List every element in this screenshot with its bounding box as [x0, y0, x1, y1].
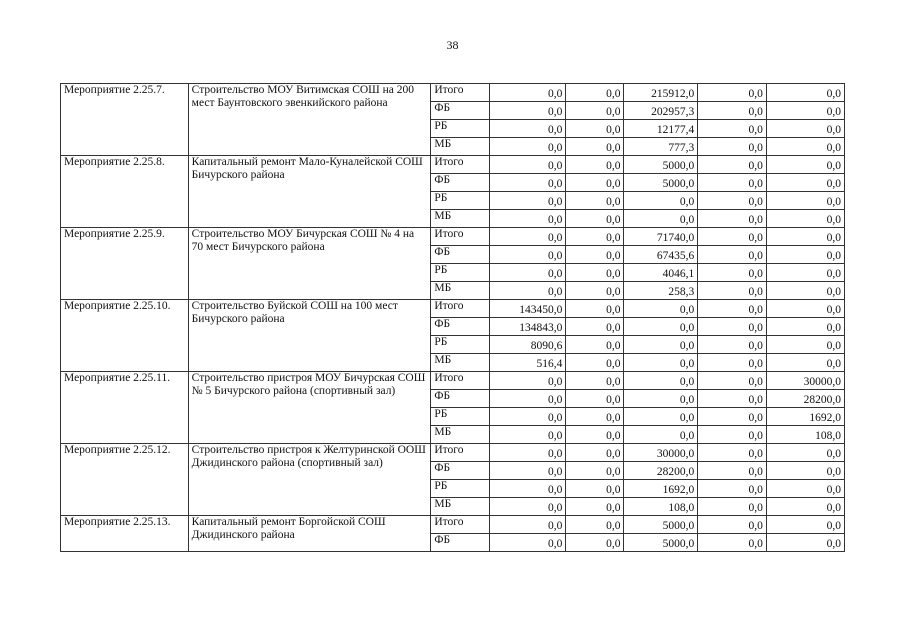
amount-cell: 0,0	[566, 174, 624, 192]
measure-name: Капитальный ремонт Боргойской СОШ Джидинского района	[188, 516, 431, 552]
amount-cell: 0,0	[566, 444, 624, 462]
amount-cell: 0,0	[698, 174, 767, 192]
measure-name: Строительство пристроя к Желтуринской ООШ Джидинского района (спортивный зал)	[188, 444, 431, 516]
amount-cell: 12177,4	[624, 120, 698, 138]
amount-cell: 8090,6	[490, 336, 566, 354]
amount-cell: 0,0	[766, 120, 844, 138]
amount-cell: 0,0	[698, 246, 767, 264]
table-row	[61, 372, 845, 390]
amount-cell: 0,0	[698, 372, 767, 390]
amount-cell: 0,0	[490, 408, 566, 426]
funding-source: РБ	[431, 480, 490, 498]
amount-cell: 0,0	[624, 426, 698, 444]
amount-cell: 134843,0	[490, 318, 566, 336]
amount-cell: 0,0	[490, 372, 566, 390]
funding-source: ФБ	[431, 102, 490, 120]
amount-cell: 30000,0	[766, 372, 844, 390]
amount-cell: 0,0	[624, 318, 698, 336]
amount-cell: 0,0	[490, 462, 566, 480]
amount-cell: 0,0	[566, 318, 624, 336]
amount-cell: 0,0	[766, 300, 844, 318]
funding-source: Итого	[431, 516, 490, 534]
table-row	[61, 444, 845, 462]
amount-cell: 0,0	[698, 120, 767, 138]
amount-cell: 0,0	[566, 228, 624, 246]
funding-source: Итого	[431, 84, 490, 102]
amount-cell: 0,0	[698, 444, 767, 462]
amount-cell: 0,0	[490, 264, 566, 282]
amount-cell: 0,0	[698, 516, 767, 534]
amount-cell: 4046,1	[624, 264, 698, 282]
funding-source: Итого	[431, 156, 490, 174]
amount-cell: 0,0	[566, 156, 624, 174]
amount-cell: 30000,0	[624, 444, 698, 462]
amount-cell: 0,0	[624, 408, 698, 426]
measure-code: Мероприятие 2.25.10.	[61, 300, 189, 372]
amount-cell: 1692,0	[624, 480, 698, 498]
amount-cell: 0,0	[566, 138, 624, 156]
amount-cell: 0,0	[698, 390, 767, 408]
amount-cell: 0,0	[566, 498, 624, 516]
amount-cell: 0,0	[698, 480, 767, 498]
amount-cell: 0,0	[766, 210, 844, 228]
funding-source: ФБ	[431, 390, 490, 408]
amount-cell: 0,0	[566, 372, 624, 390]
amount-cell: 0,0	[490, 156, 566, 174]
amount-cell: 108,0	[624, 498, 698, 516]
amount-cell: 67435,6	[624, 246, 698, 264]
amount-cell: 0,0	[566, 516, 624, 534]
amount-cell: 0,0	[698, 300, 767, 318]
amount-cell: 516,4	[490, 354, 566, 372]
amount-cell: 0,0	[766, 156, 844, 174]
amount-cell: 0,0	[698, 282, 767, 300]
amount-cell: 0,0	[766, 282, 844, 300]
funding-source: Итого	[431, 228, 490, 246]
table-row	[61, 156, 845, 174]
amount-cell: 0,0	[490, 246, 566, 264]
amount-cell: 0,0	[490, 84, 566, 102]
amount-cell: 0,0	[766, 138, 844, 156]
amount-cell: 0,0	[766, 228, 844, 246]
amount-cell: 0,0	[566, 282, 624, 300]
measure-name: Строительство Буйской СОШ на 100 мест Бичурского района	[188, 300, 431, 372]
page-number: 38	[446, 38, 459, 52]
measure-code: Мероприятие 2.25.13.	[61, 516, 189, 552]
amount-cell: 5000,0	[624, 534, 698, 552]
measure-name: Строительство МОУ Бичурская СОШ № 4 на 70 мест Бичурского района	[188, 228, 431, 300]
amount-cell: 0,0	[566, 264, 624, 282]
amount-cell: 0,0	[624, 354, 698, 372]
amount-cell: 143450,0	[490, 300, 566, 318]
measure-name: Капитальный ремонт Мало-Куналейской СОШ Бичурского района	[188, 156, 431, 228]
amount-cell: 0,0	[766, 534, 844, 552]
amount-cell: 0,0	[490, 516, 566, 534]
table-row	[61, 300, 845, 318]
amount-cell: 0,0	[490, 282, 566, 300]
amount-cell: 777,3	[624, 138, 698, 156]
funding-source: РБ	[431, 264, 490, 282]
funding-source: РБ	[431, 192, 490, 210]
measure-name: Строительство МОУ Витимская СОШ на 200 мест Баунтовского эвенкийского района	[188, 84, 431, 156]
funding-source: МБ	[431, 138, 490, 156]
funding-source: РБ	[431, 120, 490, 138]
funding-source: ФБ	[431, 534, 490, 552]
table-row	[61, 516, 845, 534]
funding-source: ФБ	[431, 318, 490, 336]
amount-cell: 0,0	[766, 318, 844, 336]
amount-cell: 0,0	[490, 192, 566, 210]
amount-cell: 0,0	[698, 84, 767, 102]
funding-source: ФБ	[431, 246, 490, 264]
amount-cell: 258,3	[624, 282, 698, 300]
amount-cell: 0,0	[624, 192, 698, 210]
measure-code: Мероприятие 2.25.11.	[61, 372, 189, 444]
measure-code: Мероприятие 2.25.8.	[61, 156, 189, 228]
amount-cell: 0,0	[698, 498, 767, 516]
amount-cell: 0,0	[566, 426, 624, 444]
amount-cell: 0,0	[698, 138, 767, 156]
amount-cell: 0,0	[624, 372, 698, 390]
funding-source: МБ	[431, 282, 490, 300]
amount-cell: 0,0	[624, 390, 698, 408]
amount-cell: 0,0	[566, 354, 624, 372]
amount-cell: 0,0	[490, 120, 566, 138]
amount-cell: 0,0	[766, 354, 844, 372]
amount-cell: 0,0	[698, 156, 767, 174]
funding-source: МБ	[431, 210, 490, 228]
funding-source: Итого	[431, 444, 490, 462]
amount-cell: 0,0	[566, 120, 624, 138]
amount-cell: 0,0	[490, 228, 566, 246]
amount-cell: 0,0	[566, 408, 624, 426]
amount-cell: 0,0	[566, 210, 624, 228]
amount-cell: 0,0	[566, 462, 624, 480]
amount-cell: 28200,0	[766, 390, 844, 408]
amount-cell: 1692,0	[766, 408, 844, 426]
amount-cell: 0,0	[490, 138, 566, 156]
amount-cell: 0,0	[490, 390, 566, 408]
funding-source: Итого	[431, 372, 490, 390]
amount-cell: 0,0	[766, 516, 844, 534]
measure-code: Мероприятие 2.25.12.	[61, 444, 189, 516]
measure-name: Строительство пристроя МОУ Бичурская СОШ № 5 Бичурского района (спортивный зал)	[188, 372, 431, 444]
amount-cell: 71740,0	[624, 228, 698, 246]
amount-cell: 0,0	[698, 534, 767, 552]
funding-source: Итого	[431, 300, 490, 318]
amount-cell: 0,0	[698, 264, 767, 282]
funding-source: МБ	[431, 498, 490, 516]
amount-cell: 0,0	[624, 210, 698, 228]
amount-cell: 0,0	[766, 102, 844, 120]
amount-cell: 0,0	[766, 480, 844, 498]
amount-cell: 0,0	[624, 300, 698, 318]
funding-source: РБ	[431, 408, 490, 426]
table-row	[61, 84, 845, 102]
amount-cell: 0,0	[490, 174, 566, 192]
amount-cell: 0,0	[566, 336, 624, 354]
amount-cell: 0,0	[490, 210, 566, 228]
amount-cell: 0,0	[490, 102, 566, 120]
amount-cell: 0,0	[698, 408, 767, 426]
amount-cell: 0,0	[490, 534, 566, 552]
amount-cell: 0,0	[766, 264, 844, 282]
amount-cell: 0,0	[566, 534, 624, 552]
amount-cell: 0,0	[624, 336, 698, 354]
amount-cell: 0,0	[698, 354, 767, 372]
amount-cell: 0,0	[698, 426, 767, 444]
amount-cell: 5000,0	[624, 516, 698, 534]
amount-cell: 0,0	[766, 444, 844, 462]
amount-cell: 0,0	[766, 192, 844, 210]
amount-cell: 0,0	[766, 336, 844, 354]
amount-cell: 5000,0	[624, 174, 698, 192]
amount-cell: 0,0	[490, 444, 566, 462]
budget-table-body	[61, 84, 845, 552]
amount-cell: 0,0	[566, 246, 624, 264]
amount-cell: 0,0	[490, 498, 566, 516]
amount-cell: 0,0	[566, 390, 624, 408]
amount-cell: 0,0	[766, 462, 844, 480]
amount-cell: 202957,3	[624, 102, 698, 120]
amount-cell: 28200,0	[624, 462, 698, 480]
measure-code: Мероприятие 2.25.7.	[61, 84, 189, 156]
amount-cell: 0,0	[566, 300, 624, 318]
amount-cell: 0,0	[490, 480, 566, 498]
budget-table	[60, 83, 845, 552]
amount-cell: 0,0	[766, 498, 844, 516]
amount-cell: 0,0	[698, 336, 767, 354]
amount-cell: 0,0	[566, 480, 624, 498]
amount-cell: 108,0	[766, 426, 844, 444]
measure-code: Мероприятие 2.25.9.	[61, 228, 189, 300]
amount-cell: 0,0	[766, 174, 844, 192]
amount-cell: 0,0	[698, 462, 767, 480]
funding-source: ФБ	[431, 462, 490, 480]
funding-source: МБ	[431, 426, 490, 444]
amount-cell: 0,0	[566, 102, 624, 120]
amount-cell: 0,0	[698, 318, 767, 336]
amount-cell: 0,0	[698, 228, 767, 246]
amount-cell: 0,0	[698, 192, 767, 210]
amount-cell: 0,0	[698, 102, 767, 120]
amount-cell: 0,0	[566, 84, 624, 102]
amount-cell: 0,0	[698, 210, 767, 228]
amount-cell: 5000,0	[624, 156, 698, 174]
amount-cell: 0,0	[766, 84, 844, 102]
funding-source: МБ	[431, 354, 490, 372]
table-row	[61, 228, 845, 246]
amount-cell: 0,0	[766, 246, 844, 264]
amount-cell: 0,0	[566, 192, 624, 210]
amount-cell: 215912,0	[624, 84, 698, 102]
amount-cell: 0,0	[490, 426, 566, 444]
funding-source: ФБ	[431, 174, 490, 192]
funding-source: РБ	[431, 336, 490, 354]
